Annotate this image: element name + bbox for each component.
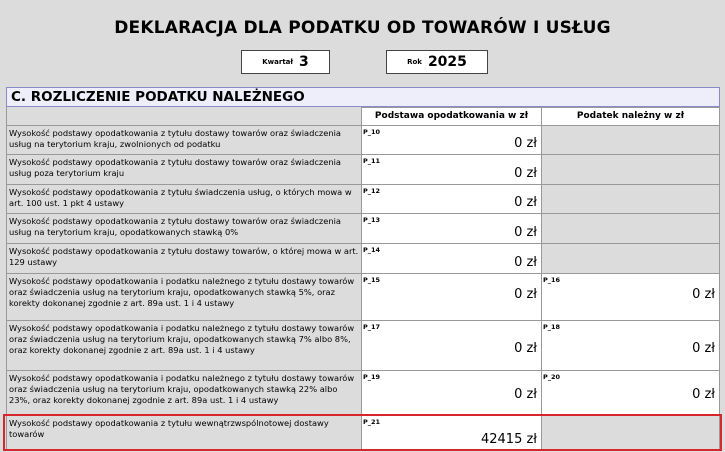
- row-description: Wysokość podstawy opodatkowania i podatku należnego z tytułu dostawy towarów oraz świadczenia usług na terytorium kraju, opodatkowanych stawką 7% albo 8%, oraz korekty dokonanej zgodnie z art. 89a ust. 1 i 4 ustawy: [6, 321, 362, 371]
- field-value: 42415 zł: [480, 432, 537, 447]
- field-value: 0 zł: [514, 225, 537, 240]
- empty-tax-cell: [542, 244, 720, 274]
- field-code: P_21: [363, 418, 381, 426]
- field-p11[interactable]: [362, 155, 542, 185]
- field-code: P_11: [363, 157, 381, 165]
- field-value: 0 zł: [514, 341, 537, 356]
- column-header-tax: Podatek należny w zł: [542, 107, 720, 126]
- field-p20[interactable]: [542, 371, 720, 416]
- table-row: [6, 126, 720, 155]
- field-p15[interactable]: [362, 274, 542, 321]
- field-value: 0 zł: [514, 166, 537, 181]
- row-description: Wysokość podstawy opodatkowania z tytułu świadczenia usług, o których mowa w art. 100 ust. 1 pkt 4 ustawy: [6, 185, 362, 214]
- field-code: P_13: [363, 216, 381, 224]
- field-code: P_17: [363, 323, 381, 331]
- empty-tax-cell: [542, 214, 720, 244]
- field-value: 0 zł: [514, 255, 537, 270]
- field-value: 0 zł: [514, 136, 537, 151]
- field-p10[interactable]: [362, 126, 542, 155]
- field-code: P_18: [543, 323, 561, 331]
- row-description: Wysokość podstawy opodatkowania z tytułu dostawy towarów oraz świadczenia usług na terytorium kraju, opodatkowanych stawką 0%: [6, 214, 362, 244]
- table-row: [6, 371, 720, 416]
- field-value: 0 zł: [692, 387, 715, 402]
- column-header-base: Podstawa opodatkowania w zł: [362, 107, 542, 126]
- row-description: Wysokość podstawy opodatkowania i podatku należnego z tytułu dostawy towarów oraz świadczenia usług na terytorium kraju, opodatkowanych stawką 5%, oraz korekty dokonanej zgodnie z art. 89a ust. 1 i 4 ustawy: [6, 274, 362, 321]
- section-title: C. ROZLICZENIE PODATKU NALEŻNEGO: [6, 87, 720, 107]
- field-code: P_19: [363, 373, 381, 381]
- quarter-field[interactable]: [241, 50, 330, 74]
- year-field[interactable]: [386, 50, 488, 74]
- field-value: 0 zł: [692, 287, 715, 302]
- table-row: [6, 214, 720, 244]
- field-value: 0 zł: [514, 387, 537, 402]
- quarter-label: Kwartał: [262, 58, 293, 66]
- field-code: P_12: [363, 187, 381, 195]
- page-title: DEKLARACJA DLA PODATKU OD TOWARÓW I USŁUG: [114, 18, 611, 38]
- table-row: [6, 274, 720, 321]
- field-value: 0 zł: [514, 195, 537, 210]
- field-code: P_20: [543, 373, 561, 381]
- row-description: Wysokość podstawy opodatkowania z tytułu wewnątrzwspólnotowej dostawy towarów: [6, 416, 362, 450]
- year-label: Rok: [407, 58, 422, 66]
- row-description: Wysokość podstawy opodatkowania i podatku należnego z tytułu dostawy towarów oraz świadczenia usług na terytorium kraju, opodatkowanych stawką 22% albo 23%, oraz korekty dokonanej zgodnie z art. 89a ust. 1 i 4 ustawy: [6, 371, 362, 416]
- table-row: [6, 185, 720, 214]
- table-row: [6, 244, 720, 274]
- table-row: [6, 155, 720, 185]
- field-p21[interactable]: [362, 416, 542, 450]
- empty-tax-cell: [542, 155, 720, 185]
- field-code: P_16: [543, 276, 561, 284]
- field-p16[interactable]: [542, 274, 720, 321]
- empty-tax-cell: [542, 126, 720, 155]
- field-p19[interactable]: [362, 371, 542, 416]
- quarter-value: 3: [298, 54, 309, 70]
- field-p17[interactable]: [362, 321, 542, 371]
- empty-tax-cell: [542, 416, 720, 450]
- field-p13[interactable]: [362, 214, 542, 244]
- table-header: [6, 107, 720, 126]
- header-spacer: [6, 107, 362, 126]
- field-code: P_15: [363, 276, 381, 284]
- field-p18[interactable]: [542, 321, 720, 371]
- row-description: Wysokość podstawy opodatkowania z tytułu dostawy towarów oraz świadczenia usług na terytorium kraju, zwolnionych od podatku: [6, 126, 362, 155]
- table-row: [6, 416, 720, 450]
- empty-tax-cell: [542, 185, 720, 214]
- row-description: Wysokość podstawy opodatkowania z tytułu dostawy towarów oraz świadczenia usług poza terytorium kraju: [6, 155, 362, 185]
- row-description: Wysokość podstawy opodatkowania z tytułu dostawy towarów, o której mowa w art. 129 ustawy: [6, 244, 362, 274]
- field-value: 0 zł: [692, 341, 715, 356]
- table-row: [6, 321, 720, 371]
- field-p12[interactable]: [362, 185, 542, 214]
- field-p14[interactable]: [362, 244, 542, 274]
- field-value: 0 zł: [514, 287, 537, 302]
- field-code: P_10: [363, 128, 381, 136]
- field-code: P_14: [363, 246, 381, 254]
- year-value: 2025: [427, 54, 467, 70]
